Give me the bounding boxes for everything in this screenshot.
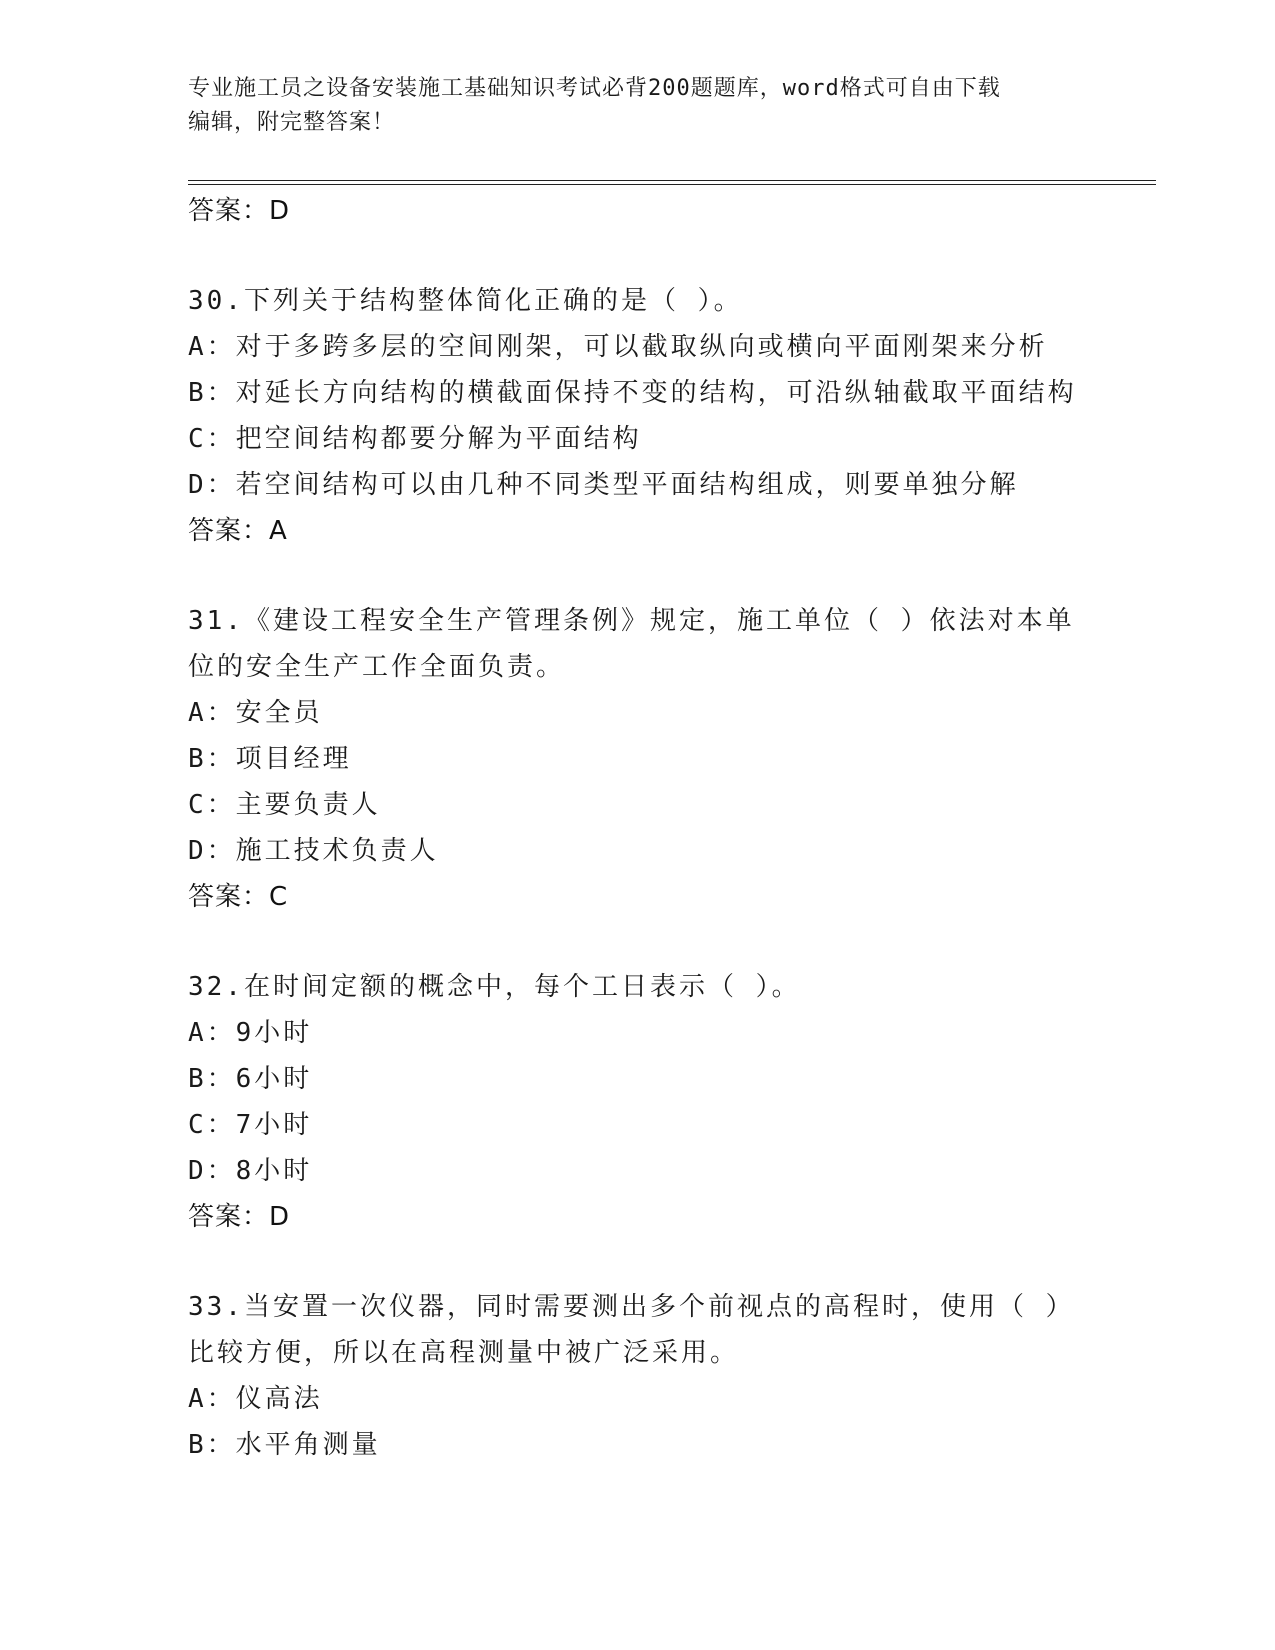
question-stem-line-1: 33.当安置一次仪器，同时需要测出多个前视点的高程时，使用（ ） [188, 1292, 1075, 1322]
question-stem-line-2: 比较方便，所以在高程测量中被广泛采用。 [188, 1338, 740, 1368]
header-line-1: 专业施工员之设备安装施工基础知识考试必背200题题库，word格式可自由下载 [188, 76, 1001, 101]
spacer [188, 920, 1088, 964]
answer: 答案：D [188, 1202, 291, 1232]
option-a: A：对于多跨多层的空间刚架，可以截取纵向或横向平面刚架来分析 [188, 332, 1048, 362]
question-31 [188, 598, 1088, 920]
option-a: A：仪高法 [188, 1384, 323, 1414]
header-divider-bottom [188, 184, 1156, 185]
spacer [188, 1240, 1088, 1284]
option-a: A：9小时 [188, 1018, 313, 1048]
option-d: D：8小时 [188, 1156, 313, 1186]
question-33 [188, 1284, 1088, 1468]
spacer [188, 554, 1088, 598]
page-header [188, 72, 1068, 140]
answer-previous: 答案：D [188, 196, 291, 226]
question-list [188, 188, 1088, 1468]
header-divider-top [188, 180, 1156, 181]
question-30 [188, 278, 1088, 554]
option-d: D：施工技术负责人 [188, 836, 439, 866]
option-d: D：若空间结构可以由几种不同类型平面结构组成，则要单独分解 [188, 470, 1019, 500]
question-stem-line-1: 31.《建设工程安全生产管理条例》规定，施工单位（ ）依法对本单 [188, 606, 1075, 636]
option-b: B：水平角测量 [188, 1430, 381, 1460]
option-c: C：把空间结构都要分解为平面结构 [188, 424, 642, 454]
question-32 [188, 964, 1088, 1240]
spacer [188, 234, 1088, 278]
answer: 答案：C [188, 882, 289, 912]
option-a: A：安全员 [188, 698, 323, 728]
option-b: B：6小时 [188, 1064, 313, 1094]
header-line-2: 编辑，附完整答案！ [188, 110, 396, 135]
answer: 答案：A [188, 516, 288, 546]
option-c: C：主要负责人 [188, 790, 381, 820]
option-b: B：项目经理 [188, 744, 352, 774]
option-b: B：对延长方向结构的横截面保持不变的结构，可沿纵轴截取平面结构 [188, 378, 1077, 408]
option-c: C：7小时 [188, 1110, 313, 1140]
question-stem-line-2: 位的安全生产工作全面负责。 [188, 652, 566, 682]
question-stem: 30.下列关于结构整体简化正确的是（ ）。 [188, 286, 743, 316]
question-stem: 32.在时间定额的概念中，每个工日表示（ ）。 [188, 972, 801, 1002]
